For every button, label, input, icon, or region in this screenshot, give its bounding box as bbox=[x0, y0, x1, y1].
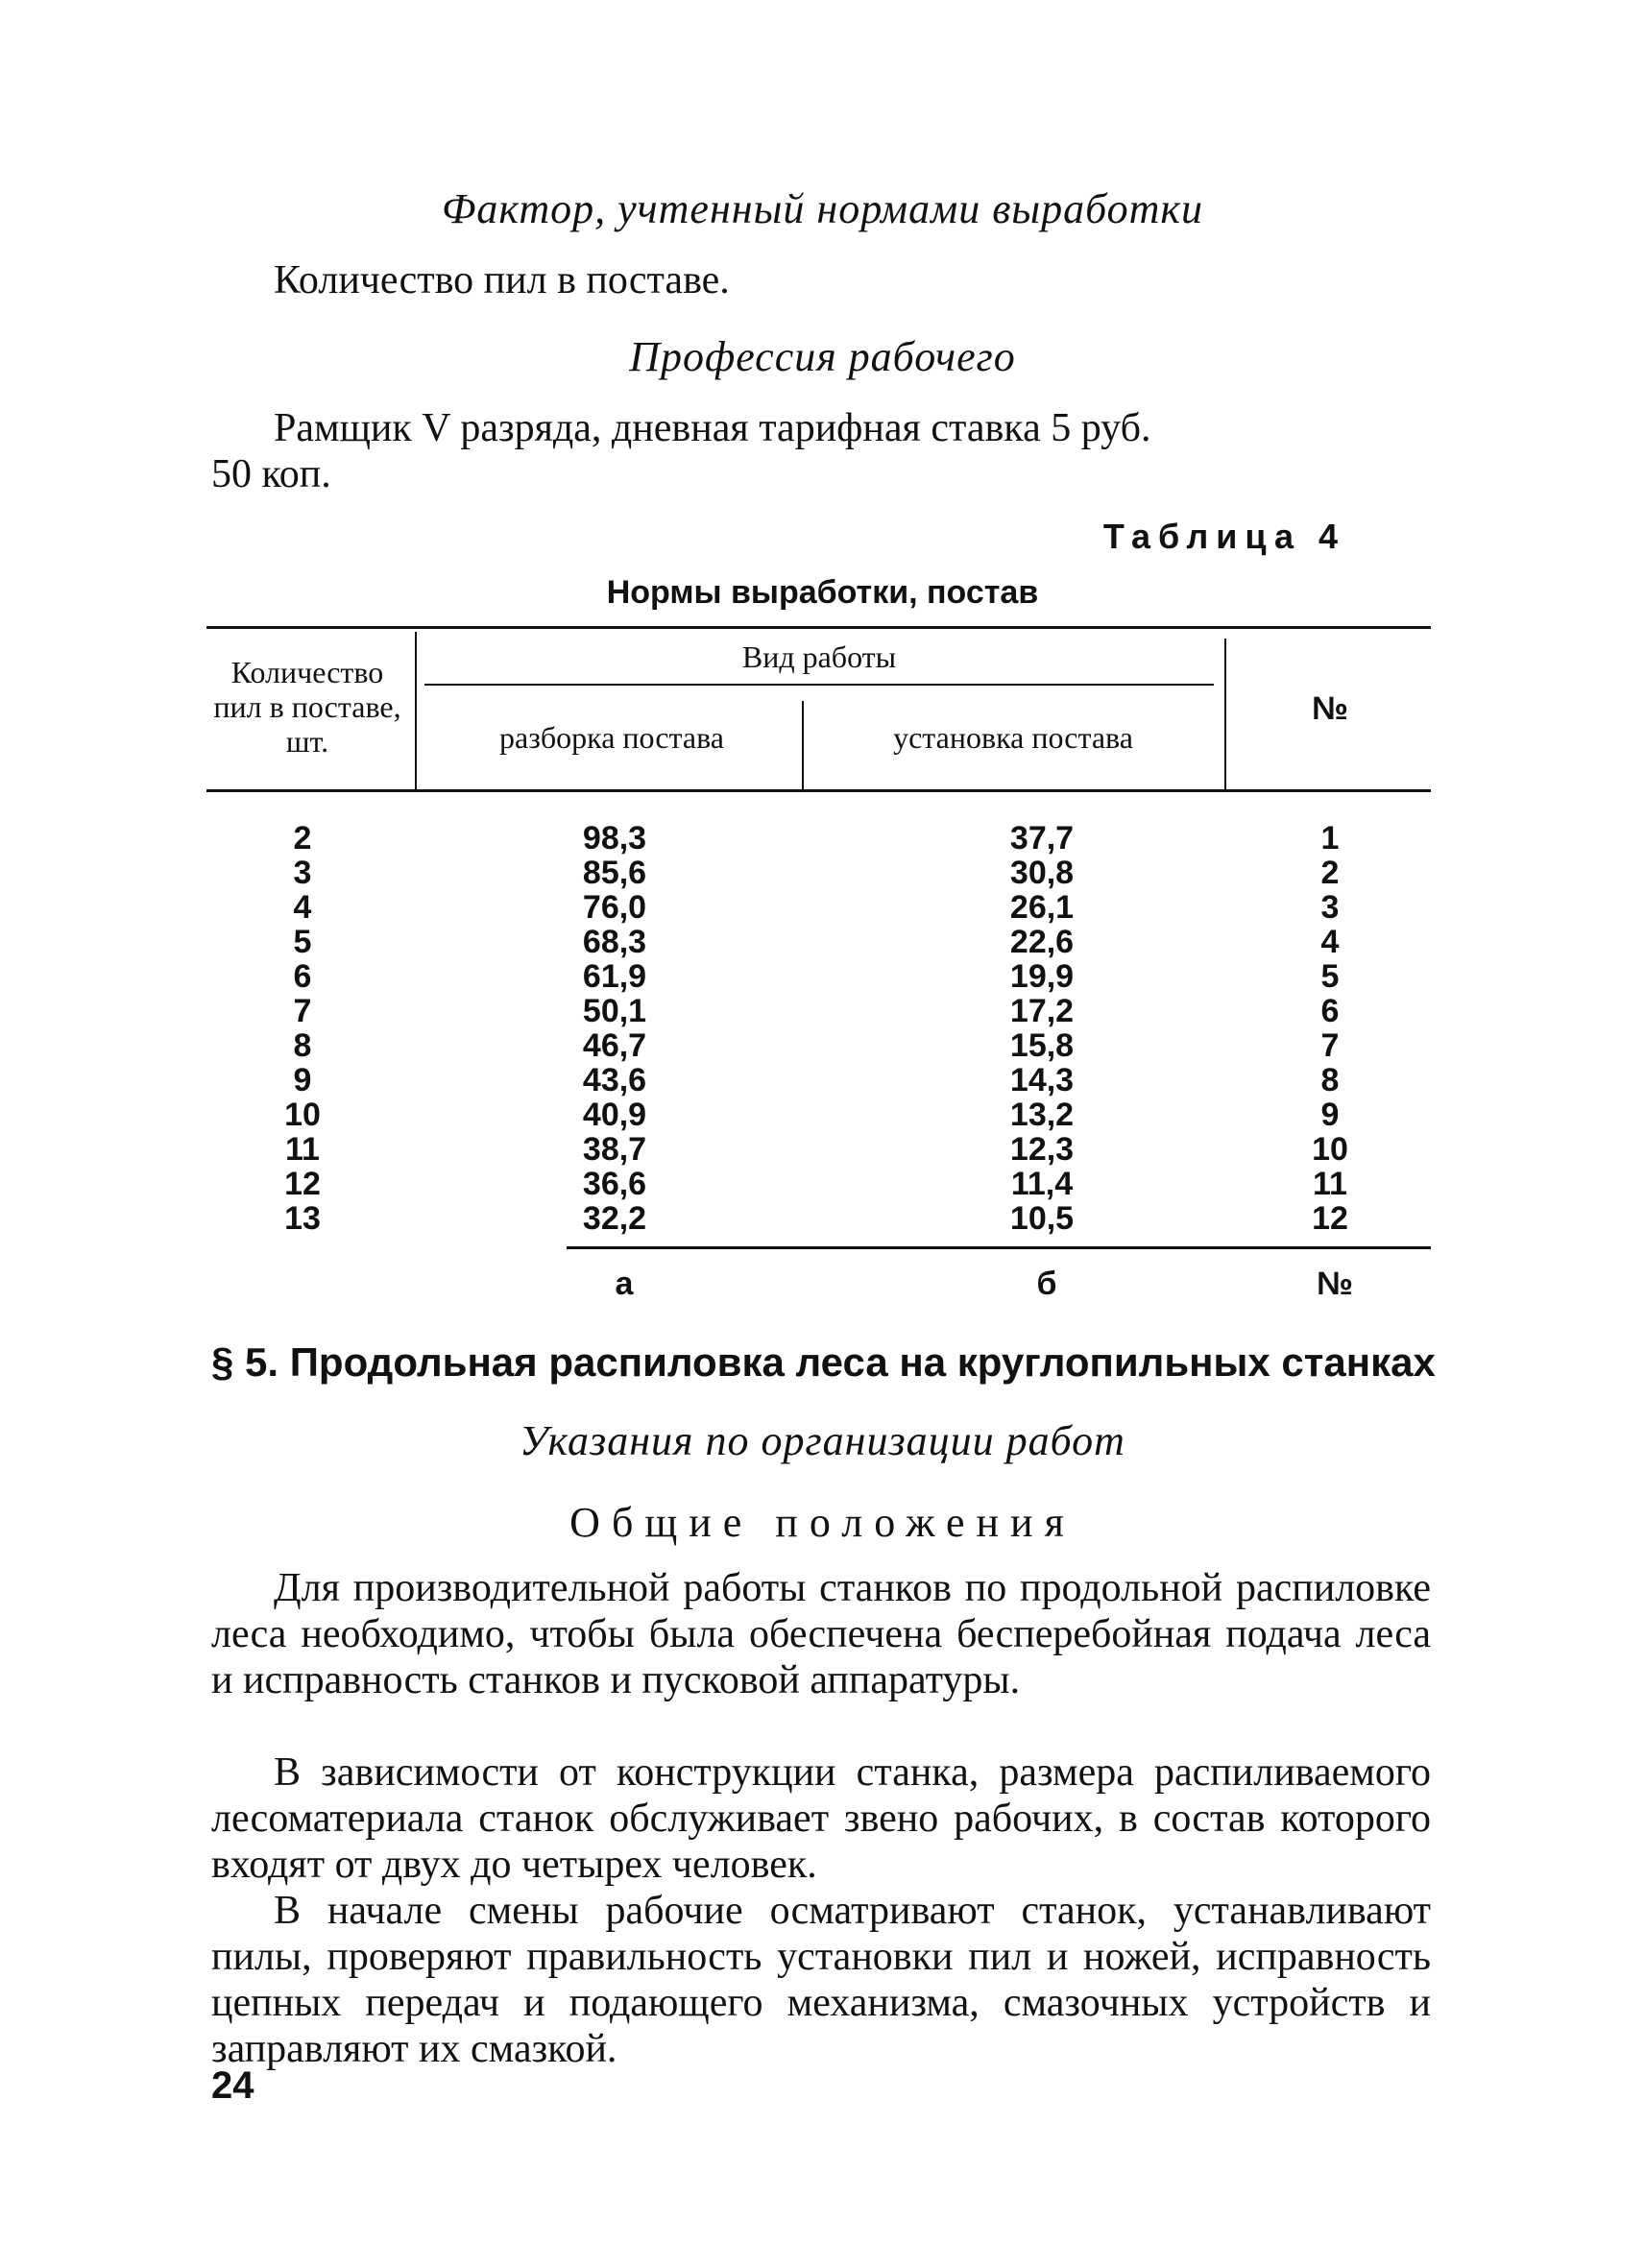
general-heading: Общие положения bbox=[569, 1499, 1076, 1546]
table-col-divider-2 bbox=[802, 701, 804, 789]
table-cell: 10,5 bbox=[1009, 1200, 1075, 1237]
header-installation: установка постава bbox=[893, 720, 1133, 755]
factor-text: Количество пил в поставе. bbox=[274, 258, 730, 302]
table-cell: 36,6 bbox=[582, 1166, 647, 1202]
profession-text-line1: Рамщик V разряда, дневная тарифная ставка 5 руб. bbox=[274, 406, 1151, 450]
table-cell: 7 bbox=[293, 993, 312, 1029]
header-number: № bbox=[1312, 690, 1348, 727]
table-cell: 85,6 bbox=[582, 855, 647, 891]
table-cell: 38,7 bbox=[582, 1131, 647, 1168]
page-number: 24 bbox=[211, 2064, 254, 2107]
table-cell: 98,3 bbox=[582, 820, 647, 857]
table-cell: 12 bbox=[1312, 1200, 1348, 1237]
table-cell: 6 bbox=[1320, 993, 1340, 1029]
column-disassembly bbox=[557, 821, 672, 1236]
subsection-heading: Указания по организации работ bbox=[520, 1417, 1125, 1464]
table-cell: 10 bbox=[1312, 1131, 1348, 1168]
paragraph-3: В начале смены рабочие осматривают станок, устанавливают пилы, проверяют правильность установки пил и ножей, исправность цепных передач и подающего механизма, смазочных устройств и заправляют их смазкой. bbox=[211, 1889, 1431, 2071]
table-cell: 9 bbox=[293, 1062, 312, 1098]
table-cell: 15,8 bbox=[1009, 1027, 1075, 1064]
table-cell: 68,3 bbox=[582, 924, 647, 960]
table-cell: 8 bbox=[293, 1027, 312, 1064]
table-cell: 43,6 bbox=[582, 1062, 647, 1098]
table-cell: 19,9 bbox=[1009, 958, 1075, 995]
factor-heading: Фактор, учтенный нормами выработки bbox=[441, 185, 1204, 232]
column-saw-count bbox=[259, 821, 346, 1236]
table-cell: 9 bbox=[1320, 1097, 1340, 1133]
table-cell: 12 bbox=[284, 1166, 321, 1202]
table-header-rule bbox=[206, 789, 1431, 792]
table-cell: 11 bbox=[1313, 1166, 1347, 1202]
table-cell: 13,2 bbox=[1009, 1097, 1075, 1133]
footer-number: № bbox=[1317, 1266, 1353, 1302]
table-label: Таблица 4 bbox=[1102, 517, 1345, 556]
table-cell: 2 bbox=[1320, 855, 1340, 891]
table-cell: 14,3 bbox=[1009, 1062, 1075, 1098]
table-cell: 37,7 bbox=[1009, 820, 1075, 857]
table-cell: 5 bbox=[1320, 958, 1340, 995]
footer-a: а bbox=[615, 1266, 634, 1302]
table-cell: 30,8 bbox=[1009, 855, 1075, 891]
table-cell: 17,2 bbox=[1009, 993, 1075, 1029]
table-cell: 22,6 bbox=[1009, 924, 1075, 960]
profession-text-line2: 50 коп. bbox=[211, 452, 331, 496]
table-cell: 4 bbox=[1320, 924, 1340, 960]
paragraph-1: Для производительной работы станков по продольной распиловке леса необходимо, чтобы была обеспечена бесперебойная подача леса и исправность станков и пусковой аппаратуры. bbox=[211, 1566, 1431, 1702]
table-cell: 26,1 bbox=[1009, 889, 1075, 926]
table-cell: 46,7 bbox=[582, 1027, 647, 1064]
table-col-divider-1 bbox=[415, 632, 417, 789]
table-cell: 61,9 bbox=[582, 958, 647, 995]
table-cell: 3 bbox=[293, 855, 312, 891]
table-cell: 11,4 bbox=[1010, 1166, 1074, 1202]
table-cell: 4 bbox=[293, 889, 312, 926]
table-cell: 12,3 bbox=[1009, 1131, 1075, 1168]
table-cell: 10 bbox=[284, 1097, 321, 1133]
column-installation bbox=[984, 821, 1100, 1236]
table-cell: 13 bbox=[284, 1200, 321, 1237]
table-top-rule bbox=[206, 626, 1431, 629]
header-work-type: Вид работы bbox=[741, 639, 897, 674]
table-cell: 7 bbox=[1320, 1027, 1340, 1064]
table-cell: 8 bbox=[1320, 1062, 1340, 1098]
table-cell: 3 bbox=[1320, 889, 1340, 926]
paragraph-2: В зависимости от конструкции станка, размера распиливаемого лесоматериала станок обслуживает звено рабочих, в состав которого входят от двух до четырех человек. bbox=[211, 1750, 1431, 1887]
table-cell: 6 bbox=[293, 958, 312, 995]
section-title: § 5. Продольная распиловка леса на круглопильных станках bbox=[211, 1339, 1436, 1385]
table-cell: 1 bbox=[1320, 820, 1340, 857]
table-cell: 2 bbox=[293, 820, 312, 857]
column-number bbox=[1292, 821, 1368, 1236]
header-saw-count: Количество пил в поставе, шт. bbox=[213, 655, 401, 759]
table-group-rule bbox=[424, 684, 1214, 686]
table-bottom-rule bbox=[567, 1246, 1431, 1249]
table-col-divider-3 bbox=[1224, 639, 1226, 789]
table-cell: 40,9 bbox=[582, 1097, 647, 1133]
header-disassembly: разборка постава bbox=[499, 720, 724, 755]
table-cell: 50,1 bbox=[582, 993, 647, 1029]
table-cell: 32,2 bbox=[582, 1200, 647, 1237]
table-title: Нормы выработки, постав bbox=[606, 574, 1039, 611]
table-cell: 11 bbox=[285, 1131, 320, 1168]
footer-b: б bbox=[1036, 1266, 1057, 1302]
profession-heading: Профессия рабочего bbox=[629, 333, 1016, 380]
table-cell: 76,0 bbox=[582, 889, 647, 926]
table-cell: 5 bbox=[293, 924, 312, 960]
